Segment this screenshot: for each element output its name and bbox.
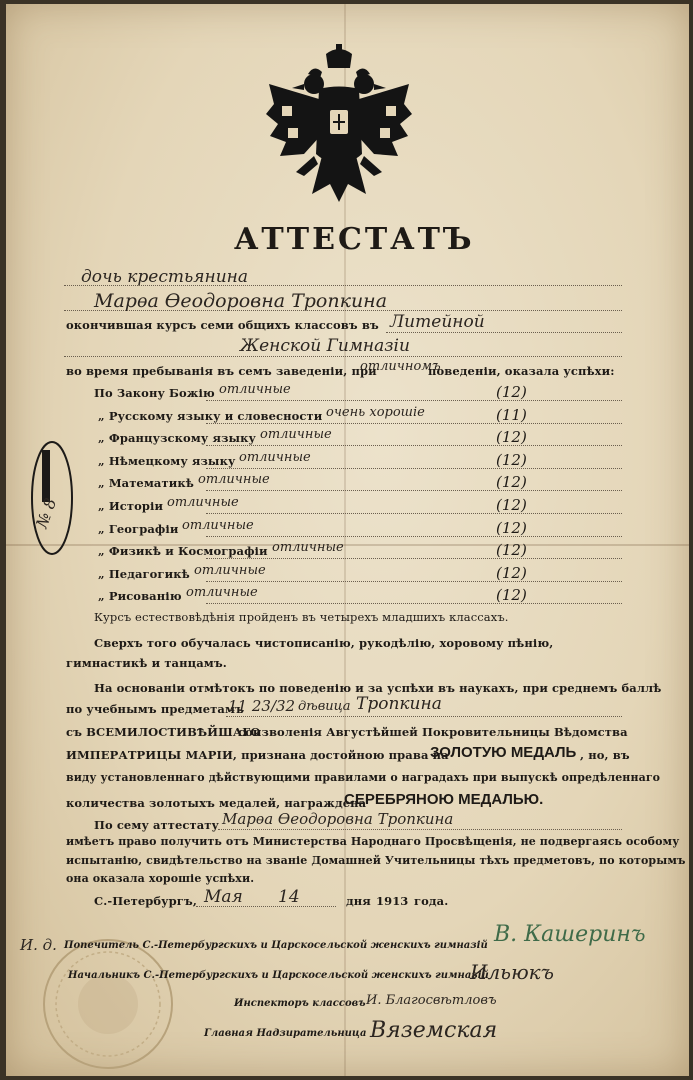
subject-grade: (12) (496, 383, 527, 401)
subject-grade: (12) (496, 586, 527, 604)
consent-line-b: соизволенія Августѣйшей Покровительницы Вѣдомства (238, 725, 628, 739)
subject-mark: отличные (182, 518, 254, 533)
school-name-2: Женской Гимназіи (240, 336, 410, 356)
subject-mark: отличные (272, 540, 344, 555)
signature-1: В. Кашеринъ (494, 922, 646, 947)
subject-grade: (12) (496, 519, 527, 537)
certificate-document (6, 4, 689, 1076)
dotted-rule (206, 513, 622, 514)
basis-line-1: На основаніи отмѣтокъ по поведенію и за успѣхи въ наукахъ, при среднемъ баллѣ (94, 681, 662, 695)
basis-line-2-a: по учебнымъ предметамъ (66, 702, 244, 716)
subject-label: „ Рисованію (98, 589, 182, 603)
student-name: Марѳа Ѳеодоровна Тропкина (94, 290, 388, 312)
dotted-rule (218, 829, 622, 830)
dotted-rule (64, 310, 622, 311)
official-title-4: Главная Надзирательница (204, 1028, 367, 1039)
date-day: 14 (278, 887, 300, 907)
right-line-3: она оказала хорошіе успѣхи. (66, 872, 255, 885)
school-name-1: Литейной (390, 312, 485, 332)
subject-mark: отличные (194, 563, 266, 578)
natural-science-note: Курсъ естествовѣдѣнія пройденъ въ четырехъ младшихъ классахъ. (94, 610, 509, 624)
dotted-rule (206, 445, 622, 446)
consent-line-a: съ ВСЕМИЛОСТИВѢЙШАГО (66, 725, 261, 739)
subject-label: „ Географіи (98, 522, 179, 536)
parent-status: дочь крестьянина (81, 267, 248, 287)
empress-line-a: ИМПЕРАТРИЦЫ МАРІИ, признана достойною права на (66, 748, 449, 762)
signature-3: И. Благосвѣтловъ (366, 993, 497, 1008)
subject-label: „ Нѣмецкому языку (98, 454, 236, 468)
extra-subjects-line-2: гимнастикѣ и танцамъ. (66, 656, 227, 670)
subject-mark: отличные (239, 450, 311, 465)
subject-label: „ Математикѣ (98, 476, 194, 490)
official-title-1: Попечитель С.-Петербургскихъ и Царскосельской женскихъ гимназій (64, 940, 488, 951)
dotted-rule (226, 716, 622, 717)
silver-medal-text: СЕРЕБРЯНОЮ МЕДАЛЬЮ. (344, 791, 544, 808)
date-end: года. (414, 894, 449, 908)
dotted-rule (206, 558, 622, 559)
subject-mark: отличные (260, 427, 332, 442)
subject-grade: (12) (496, 428, 527, 446)
subject-label: „ Исторіи (98, 499, 164, 513)
subject-label: „ Русскому языку и словесности (98, 409, 323, 423)
dotted-rule (206, 603, 622, 604)
holder-line-a: По сему аттестату (94, 818, 219, 832)
subject-grade: (12) (496, 496, 527, 514)
dotted-rule (64, 285, 622, 286)
dotted-rule (206, 400, 622, 401)
subject-label: По Закону Божію (94, 386, 215, 400)
dotted-rule (206, 468, 622, 469)
conduct-value: отличномъ (360, 359, 441, 374)
empress-line-b: , но, въ (580, 748, 630, 762)
subject-grade: (12) (496, 473, 527, 491)
quantity-line-a: количества золотыхъ медалей, награждена (66, 796, 367, 810)
holder-name: Марѳа Ѳеодоровна Тропкина (222, 810, 454, 828)
subject-label: „ Физикѣ и Космографіи (98, 544, 268, 558)
subject-label: „ Педагогикѣ (98, 567, 190, 581)
subject-mark: отличные (186, 585, 258, 600)
place-text: С.-Петербургъ, (94, 894, 197, 908)
dotted-rule (196, 906, 336, 907)
signature-4: Вяземская (370, 1018, 498, 1043)
date-month: Мая (204, 887, 243, 907)
subject-grade: (12) (496, 451, 527, 469)
date-mid: дня (346, 894, 371, 908)
dotted-rule (206, 423, 622, 424)
dotted-rule (386, 332, 622, 333)
subject-label: „ Французскому языку (98, 431, 256, 445)
double-headed-eagle-emblem (264, 44, 414, 214)
dotted-rule (206, 490, 622, 491)
rules-line: виду установленнаго дѣйствующими правилами о наградахъ при выпускѣ опредѣленнаго (66, 771, 661, 784)
signature-2: Ильюкъ (470, 960, 554, 984)
dotted-rule (206, 536, 622, 537)
date-year: 1913 (376, 894, 409, 908)
conduct-label-post: поведеніи, оказала успѣхи: (428, 364, 615, 378)
subject-mark: отличные (167, 495, 239, 510)
right-line-1: имѣетъ право получить отъ Министерства Народнаго Просвѣщенія, не подвергаясь особому (66, 835, 680, 848)
finished-course-text: окончившая курсъ семи общихъ классовъ въ (66, 318, 379, 332)
embossed-seal (38, 934, 178, 1074)
basis-line-2-b: дѣвица (298, 699, 351, 714)
dotted-rule (206, 581, 622, 582)
dotted-rule (64, 356, 622, 357)
right-line-2: испытанію, свидѣтельство на званіе Домашней Учительницы тѣхъ предметовъ, по которымъ (66, 854, 686, 867)
subject-grade: (12) (496, 564, 527, 582)
subject-mark: отличные (198, 472, 270, 487)
subject-mark: очень хорошіе (326, 405, 425, 420)
subject-grade: (12) (496, 541, 527, 559)
signature-prefix: И. д. (20, 936, 57, 954)
number-mark: № 8 (32, 495, 61, 531)
conduct-label-pre: во время пребыванія въ семъ заведеніи, при (66, 364, 377, 378)
document-title: АТТЕСТАТЪ (234, 222, 475, 257)
average-score: 11 23/32 (228, 697, 296, 715)
official-title-3: Инспекторъ классовъ (234, 998, 366, 1009)
gold-medal-text: ЗОЛОТУЮ МЕДАЛЬ (430, 744, 577, 761)
subject-mark: отличные (219, 382, 291, 397)
official-title-2: Начальникъ С.-Петербургскихъ и Царскосельской женскихъ гимназій (68, 970, 489, 981)
extra-subjects-line-1: Сверхъ того обучалась чистописанію, рукодѣлію, хоровому пѣнію, (94, 636, 554, 650)
subject-grade: (11) (496, 406, 527, 424)
basis-surname: Тропкина (356, 694, 442, 714)
